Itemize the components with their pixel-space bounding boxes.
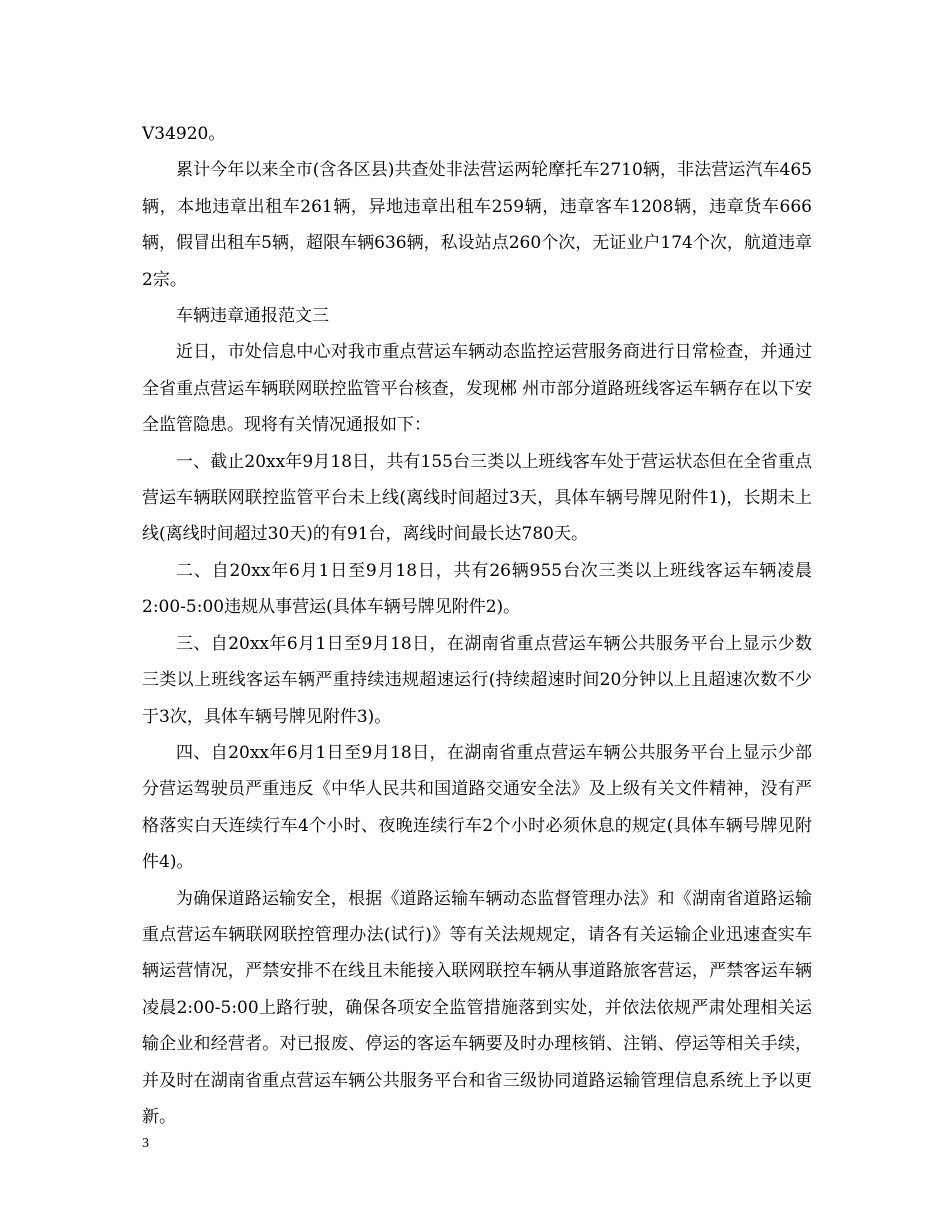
paragraph-violation-statistics: 累计今年以来全市(含各区县)共查处非法营运两轮摩托车2710辆，非法营运汽车465辆，本地违章出租车261辆，异地违章出租车259辆，违章客车1208辆，违章货车666辆，假冒出租车5辆，超限车辆636辆，私设站点260个次，无证业户174个次，航道违章2宗。 — [142, 160, 812, 290]
paragraph-item-three: 三、自20xx年6月1日至9月18日，在湖南省重点营运车辆公共服务平台上显示少数三类以上班线客运车辆严重持续违规超速运行(持续超速时间20分钟以上且超速次数不少于3次，具体车辆号牌见附件3)。 — [142, 633, 812, 727]
section-heading: 车辆违章通报范文三 — [176, 306, 329, 327]
paragraph-continuation: V34920。 — [142, 124, 226, 144]
page-number: 3 — [142, 1136, 149, 1151]
paragraph-item-one: 一、截止20xx年9月18日，共有155台三类以上班线客车处于营运状态但在全省重点营运车辆联网联控监管平台未上线(离线时间超过3天，具体车辆号牌见附件1)，长期未上线(离线时间超过30天)的有91台，离线时间最长达780天。 — [142, 451, 812, 545]
document-body — [142, 116, 812, 1135]
paragraph-requirements: 为确保道路运输安全，根据《道路运输车辆动态监督管理办法》和《湖南省道路运输重点营运车辆联网联控管理办法(试行)》等有关法规规定，请各有关运输企业迅速查实车辆运营情况，严禁安排不在线且未能接入联网联控车辆从事道路旅客营运，严禁客运车辆凌晨2:00-5:00上路行驶，确保各项安全监管措施落到实处，并依法依规严肃处理相关运输企业和经营者。对已报废、停运的客运车辆要及时办理核销、注销、停运等相关手续，并及时在湖南省重点营运车辆公共服务平台和省三级协同道路运输管理信息系统上予以更新。 — [142, 888, 812, 1127]
paragraph-item-two: 二、自20xx年6月1日至9月18日，共有26辆955台次三类以上班线客运车辆凌晨2:00-5:00违规从事营运(具体车辆号牌见附件2)。 — [142, 560, 812, 618]
paragraph-introduction: 近日，市处信息中心对我市重点营运车辆动态监控运营服务商进行日常检查，并通过全省重点营运车辆联网联控监管平台核查，发现郴 州市部分道路班线客运车辆存在以下安全监管隐患。现将有关情况通报如下： — [142, 342, 812, 436]
paragraph-item-four: 四、自20xx年6月1日至9月18日，在湖南省重点营运车辆公共服务平台上显示少部分营运驾驶员严重违反《中华人民共和国道路交通安全法》及上级有关文件精神，没有严格落实白天连续行车4个小时、夜晚连续行车2个小时必须休息的规定(具体车辆号牌见附件4)。 — [142, 742, 812, 873]
